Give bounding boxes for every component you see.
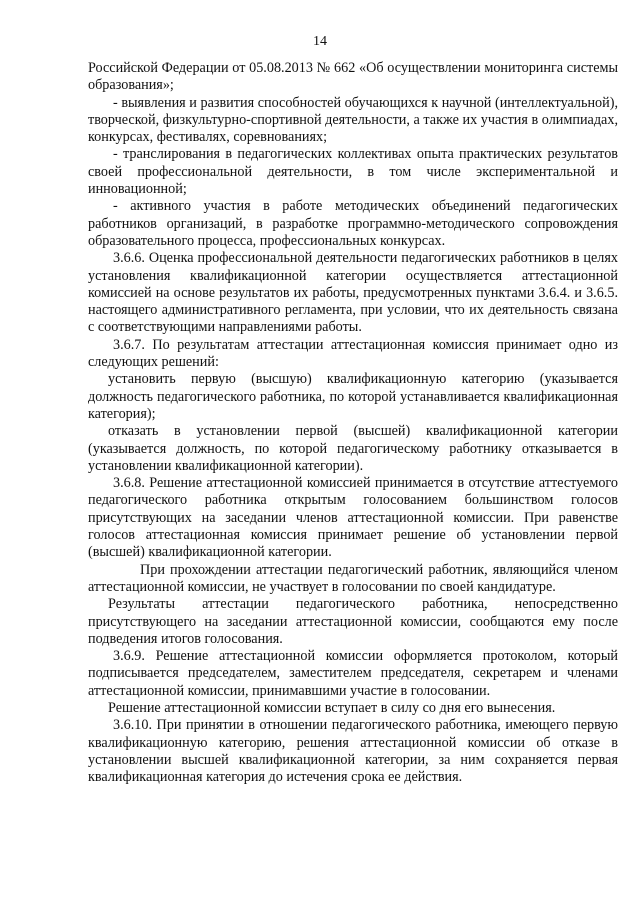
list-item-experience: - транслирования в педагогических коллективах опыта практических результатов своей профессиональной деятельности, в том числе экспериментальной и инновационной; bbox=[88, 146, 618, 198]
paragraph-3-6-6: 3.6.6. Оценка профессиональной деятельности педагогических работников в целях установления квалификационной категории осуществляется аттестационной комиссией на основе результатов их работы, предусмотренных пунктами 3.6.4. и 3.6.5. настоящего административного регламента, при условии, что их деятельность связана с соответствующими направлениями работы. bbox=[88, 250, 618, 336]
paragraph-results-notification: Результаты аттестации педагогического работника, непосредственно присутствующего на заседании аттестационной комиссии, сообщаются ему после подведения итогов голосования. bbox=[88, 596, 618, 647]
document-body bbox=[88, 60, 618, 786]
list-item-abilities: - выявления и развития способностей обучающихся к научной (интеллектуальной), творческой, физкультурно-спортивной деятельности, а также их участия в олимпиадах, конкурсах, фестивалях, соревнованиях; bbox=[88, 94, 618, 146]
paragraph-monitoring-continuation: Российской Федерации от 05.08.2013 № 662 «Об осуществлении мониторинга системы образования»; bbox=[88, 60, 618, 94]
page-number: 14 bbox=[313, 34, 327, 49]
paragraph-3-6-7: 3.6.7. По результатам аттестации аттестационная комиссия принимает одно из следующих решений: bbox=[88, 336, 618, 371]
paragraph-3-6-8: 3.6.8. Решение аттестационной комиссией принимается в отсутствие аттестуемого педагогического работника открытым голосованием большинством голосов присутствующих на заседании членов аттестационной комиссии. При равенстве голосов аттестационная комиссия принимает решение об установлении первой (высшей) квалификационной категории. bbox=[88, 475, 618, 561]
paragraph-member-voting: При прохождении аттестации педагогический работник, являющийся членом аттестационной комиссии, не участвует в голосовании по своей кандидатуре. bbox=[88, 561, 618, 595]
paragraph-3-6-10: 3.6.10. При принятии в отношении педагогического работника, имеющего первую квалификационную категорию, решения аттестационной комиссии об отказе в установлении высшей квалификационной категории, за ним сохраняется первая квалификационная категория до истечения срока ее действия. bbox=[88, 717, 618, 786]
paragraph-3-6-9: 3.6.9. Решение аттестационной комиссии оформляется протоколом, который подписывается председателем, заместителем председателя, секретарем и членами аттестационной комиссии, принимавшими участие в голосовании. bbox=[88, 648, 618, 699]
decision-refuse-category: отказать в установлении первой (высшей) квалификационной категории (указывается должность, по которой педагогическому работнику отказывается в установлении квалификационной категории). bbox=[88, 423, 618, 474]
paragraph-decision-effective: Решение аттестационной комиссии вступает в силу со дня его вынесения. bbox=[108, 699, 556, 716]
decision-establish-category: установить первую (высшую) квалификационную категорию (указывается должность педагогического работника, по которой устанавливается квалификационная категория); bbox=[88, 371, 618, 422]
list-item-methodical-work: - активного участия в работе методических объединений педагогических работников организаций, в разработке программно-методического сопровождения образовательного процесса, профессиональных конкурсах. bbox=[88, 198, 618, 249]
